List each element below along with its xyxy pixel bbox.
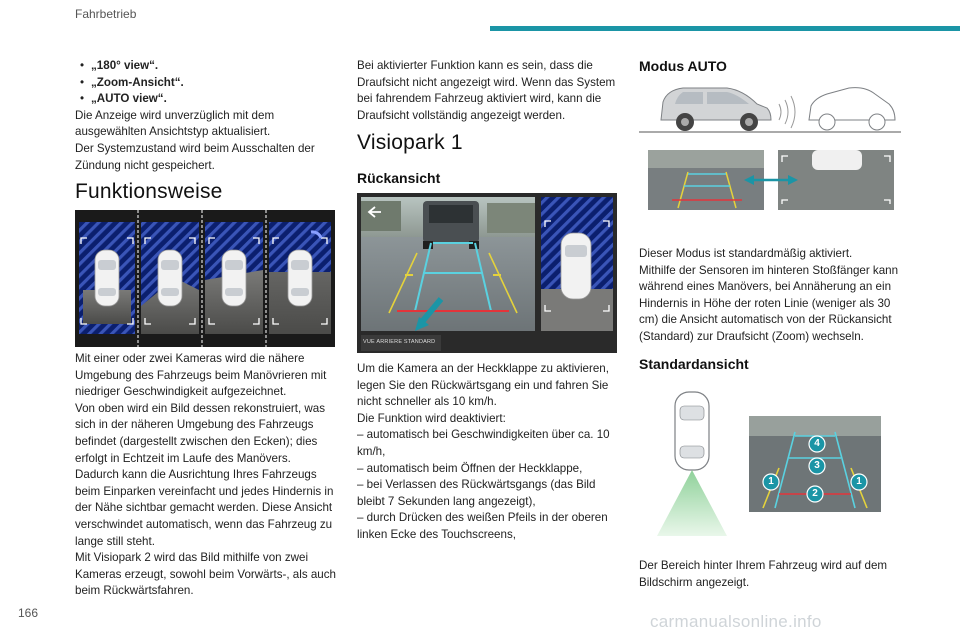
marker-label: 2 <box>812 488 818 499</box>
column-2-intro: Bei aktivierter Funktion kann es sein, dass die Draufsicht nicht angezeigt wird. Wenn das System bei fahrendem Fahrzeug aktiviert wird, kann die Draufsicht vollständig angezeigt werden. <box>357 59 616 122</box>
function-paragraph: Mit einer oder zwei Kameras wird die nähere Umgebung des Fahrzeugs beim Manövrieren mit niedriger Geschwindigkeit aufgezeichnet. Von oben wird ein Bild dessen rekonstruiert, was sich in der näheren Umgebung des Fahrzeugs befindet (dargestellt zwischen den Ecken); dies erfolgt in Echtzeit im Laufe des Manövers. Dadurch kann die Ausrichtung Ihres Fahrzeugs beim Einparken vereinfacht und jedes Hindernis in der Nähe sichtbar gemacht werden. Diese Ansicht verschwindet automatisch, wenn das Fahrzeug zu lange still steht. Mit Visiopark 2 wird das Bild mithilfe von zwei Kameras erzeugt, sowohl beim Vorwärts-, als auch beim Rückwärtsfahren. <box>75 352 336 598</box>
section-header: Fahrbetrieb <box>75 7 137 21</box>
page-number: 166 <box>18 606 39 620</box>
list-item: • „AUTO view“. <box>77 91 340 108</box>
view-type-list <box>77 58 340 108</box>
rear-view-paragraph: Um die Kamera an der Heckklappe zu aktivieren, legen Sie den Rückwärtsgang ein und fahren Sie nicht schneller als 10 km/h. Die Funktion wird deaktiviert: – automatisch bei Geschwindigkeiten über ca. 10 km/h, – automatisch beim Öffnen der Heckklappe, – bei Verlassen des Rückwärtsgangs (das Bild bleibt 7 Sekunden lang angezeigt), – durch Drücken des weißen Pfeils in der oberen linken Ecke des Touchscreens, <box>357 362 610 541</box>
marker-label: 3 <box>814 460 820 471</box>
marker-label: 1 <box>768 476 774 487</box>
watermark: carmanualsonline.info <box>650 612 822 631</box>
auto-mode-car-illustration <box>639 80 901 138</box>
rear-camera-screen <box>357 193 617 353</box>
auto-mode-paragraph: Dieser Modus ist standardmäßig aktiviert. Mithilfe der Sensoren im hinteren Stoßfänger kann während eines Manövers, bei Annäherung an ein Hindernis in Höhe der roten Linie (weniger als 30 cm) die Ansicht automatisch von der Rückansicht (Standard) zur Draufsicht (Zoom) wechseln. <box>639 247 899 343</box>
standard-view-illustration <box>655 388 885 544</box>
marker-label: 4 <box>814 438 820 449</box>
heading-visiopark-1: Visiopark 1 <box>357 131 463 154</box>
intro-paragraph: Die Anzeige wird unverzüglich mit dem ausgewählten Ansichtstyp aktualisiert. Der Systemzustand wird beim Ausschalten der Zündung nicht gespeichert. <box>75 108 315 172</box>
list-item: • „180° view“. <box>77 58 340 75</box>
heading-funktionsweise: Funktionsweise <box>75 180 223 203</box>
list-item: • „Zoom-Ansicht“. <box>77 75 340 92</box>
marker-label: 1 <box>856 476 862 487</box>
auto-mode-screens <box>648 150 894 210</box>
column-1 <box>75 58 340 174</box>
heading-rueckansicht: Rückansicht <box>357 170 441 186</box>
heading-standardansicht: Standardansicht <box>639 356 749 372</box>
topview-illustration <box>75 210 335 347</box>
screen-mode-label: VUE ARRIERE STANDARD <box>363 339 436 345</box>
heading-modus-auto: Modus AUTO <box>639 58 727 74</box>
header-accent-bar <box>490 26 960 31</box>
standard-view-paragraph: Der Bereich hinter Ihrem Fahrzeug wird auf dem Bildschirm angezeigt. <box>639 559 888 589</box>
